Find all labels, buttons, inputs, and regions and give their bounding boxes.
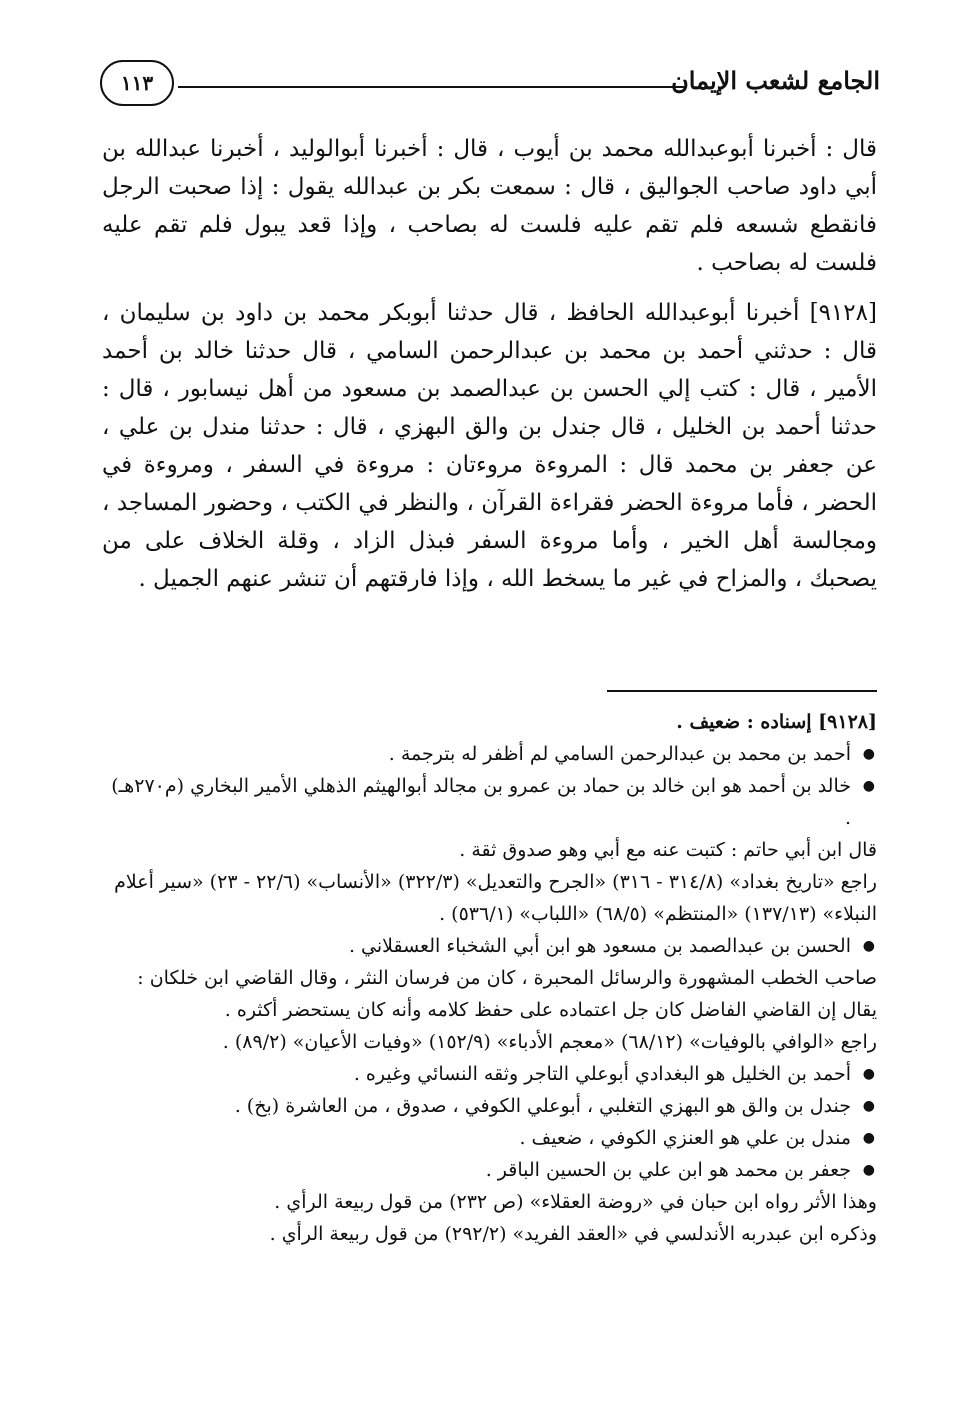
- footnote-item: [102, 930, 877, 962]
- bullet-icon: ●: [862, 746, 875, 762]
- page-number: ١١٣: [100, 60, 174, 106]
- main-text: [102, 130, 877, 598]
- bullet-icon: ●: [862, 1066, 875, 1082]
- bullet-icon: ●: [862, 778, 875, 794]
- header-rule: [178, 86, 685, 88]
- footnote-text: أحمد بن محمد بن عبدالرحمن السامي لم أظفر له بترجمة .: [388, 743, 851, 765]
- bullet-icon: ●: [862, 938, 875, 954]
- bullet-icon: ●: [862, 1130, 875, 1146]
- bullet-icon: ●: [862, 1162, 875, 1178]
- footnote-item: [102, 738, 877, 770]
- footnote-item: [102, 770, 877, 834]
- bullet-icon: ●: [862, 1098, 875, 1114]
- footnote-item: [102, 1090, 877, 1122]
- footnote-item: [102, 1122, 877, 1154]
- footnote-references: راجع «تاريخ بغداد» (٣١٤/٨ - ٣١٦) «الجرح والتعديل» (٣٢٢/٣) «الأنساب» (٢٢/٦ - ٢٣) «سير أعلام النبلاء» (١٣٧/١٣) «المنتظم» (٦٨/٥) «اللباب» (٥٣٦/١) .: [114, 871, 877, 925]
- footnote-text: جعفر بن محمد هو ابن علي بن الحسين الباقر .: [485, 1159, 851, 1181]
- footnote-note: قال ابن أبي حاتم : كتبت عنه مع أبي وهو صدوق ثقة .: [459, 839, 877, 861]
- footnotes: [102, 706, 877, 1250]
- paragraph-1: قال : أخبرنا أبوعبدالله محمد بن أيوب ، قال : أخبرنا أبوالوليد ، أخبرنا عبدالله بن أبي داود صاحب الجواليق ، قال : سمعت بكر بن عبدالله يقول : إذا صحبت الرجل فانقطع شسعه فلم تقم عليه فلست له بصاحب ، وإذا قعد يبول فلم تقم عليه فلست له بصاحب .: [102, 136, 878, 276]
- footnote-item: [102, 1058, 877, 1090]
- footnote-note: وذكره ابن عبدربه الأندلسي في «العقد الفريد» (٢٩٢/٢) من قول ربيعة الرأي .: [269, 1223, 877, 1245]
- footnote-references: راجع «الوافي بالوفيات» (٦٨/١٢) «معجم الأدباء» (١٥٢/٩) «وفيات الأعيان» (٨٩/٢) .: [222, 1031, 877, 1053]
- footnote-separator: [607, 690, 877, 692]
- footnote-text: الحسن بن عبدالصمد بن مسعود هو ابن أبي الشخباء العسقلاني .: [348, 935, 851, 957]
- running-title: الجامع لشعب الإيمان: [671, 66, 880, 95]
- page-header: [100, 58, 880, 118]
- footnote-text: مندل بن علي هو العنزي الكوفي ، ضعيف .: [519, 1127, 851, 1149]
- footnote-heading: [٩١٢٨] إسناده : ضعيف .: [676, 711, 877, 733]
- footnote-text: أحمد بن الخليل هو البغدادي أبوعلي التاجر وثقه النسائي وغيره .: [353, 1063, 851, 1085]
- footnote-note: صاحب الخطب المشهورة والرسائل المحبرة ، كان من فرسان النثر ، وقال القاضي ابن خلكان : يقال إن القاضي الفاضل كان جل اعتماده على حفظ كلامه وأنه كان يستحضر أكثره .: [137, 967, 877, 1021]
- footnote-text: خالد بن أحمد هو ابن خالد بن حماد بن عمرو بن مجالد أبوالهيثم الذهلي الأمير البخاري (م٢٧٠هـ) .: [111, 775, 851, 829]
- footnote-text: جندل بن والق هو البهزي التغلبي ، أبوعلي الكوفي ، صدوق ، من العاشرة (بخ) .: [234, 1095, 851, 1117]
- paragraph-2: [٩١٢٨] أخبرنا أبوعبدالله الحافظ ، قال حدثنا أبوبكر محمد بن داود بن سليمان ، قال : حدثني أحمد بن محمد بن عبدالرحمن السامي ، قال حدثنا خالد بن أحمد الأمير ، قال : كتب إلي الحسن بن عبدالصمد بن مسعود من أهل نيسابور ، قال : حدثنا أحمد بن الخليل ، قال جندل بن والق البهزي ، قال : حدثنا مندل بن علي ، عن جعفر بن محمد قال : المروءة مروءتان : مروءة في السفر ، ومروءة في الحضر ، فأما مروءة الحضر فقراءة القرآن ، والنظر في الكتب ، وحضور المساجد ، ومجالسة أهل الخير ، وأما مروءة السفر فبذل الزاد ، وقلة الخلاف على من يصحبك ، والمزاح في غير ما يسخط الله ، وإذا فارقتهم أن تنشر عنهم الجميل .: [102, 300, 877, 592]
- footnote-item: [102, 1154, 877, 1186]
- footnote-note: وهذا الأثر رواه ابن حبان في «روضة العقلاء» (ص ٢٣٢) من قول ربيعة الرأي .: [274, 1191, 877, 1213]
